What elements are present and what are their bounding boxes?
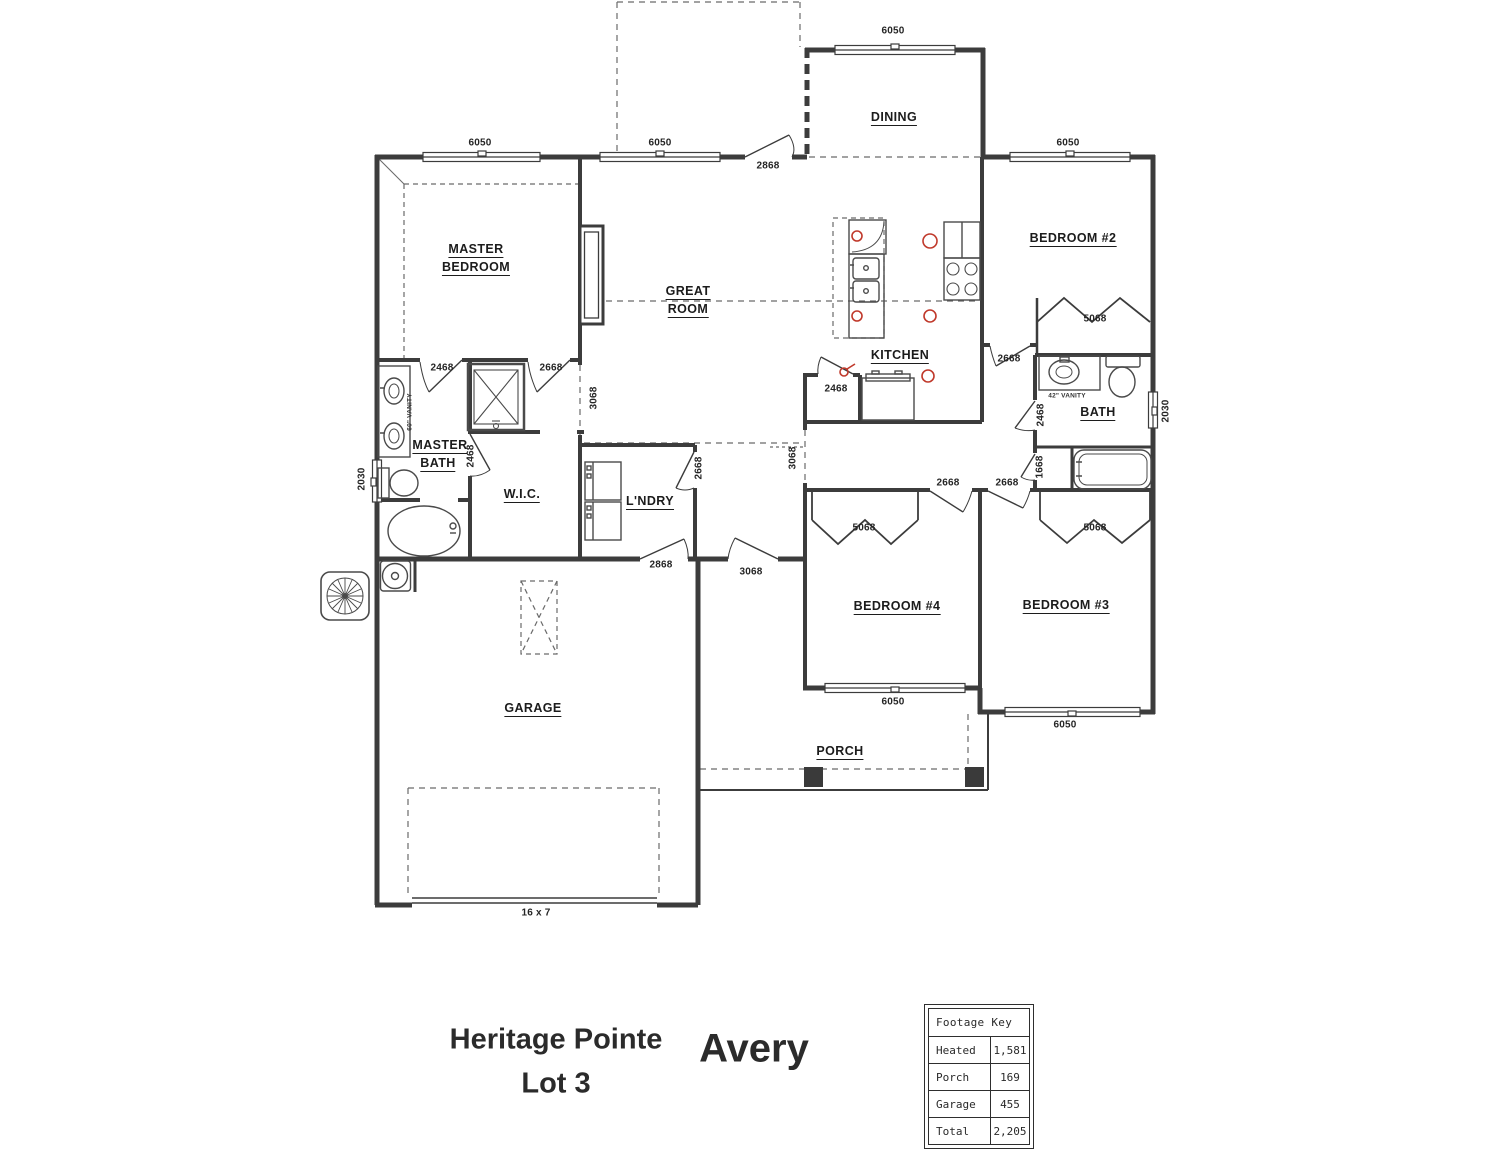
tray-ceiling-corner	[378, 158, 404, 184]
garage-door	[412, 898, 657, 903]
dim-window-bedroom2: 6050	[1056, 137, 1080, 149]
table-row	[929, 1064, 1029, 1091]
room-label-wic: W.I.C.	[503, 487, 541, 501]
vanity-60-label: 60" VANITY	[406, 393, 414, 431]
master-toilet	[378, 468, 418, 498]
dim-master-bedroom-door: 2668	[539, 362, 563, 374]
table-row	[929, 1118, 1029, 1144]
room-label-master-bedroom-2: BEDROOM	[441, 260, 511, 274]
footage-row-label: Heated	[929, 1037, 991, 1063]
hall-bath-toilet	[1106, 356, 1140, 397]
dim-window-great-room: 6050	[648, 137, 672, 149]
room-label-bath: BATH	[1080, 405, 1116, 419]
range-stove	[944, 222, 980, 300]
dim-laundry-door: 2668	[693, 456, 705, 480]
dim-bath-door: 2468	[1035, 403, 1047, 427]
room-label-porch: PORCH	[816, 744, 864, 758]
table-row	[929, 1091, 1029, 1118]
footage-row-label: Porch	[929, 1064, 991, 1090]
washer-dryer	[585, 462, 621, 540]
dim-bedroom2-door: 2668	[997, 353, 1021, 365]
footage-key-table	[924, 1004, 1034, 1149]
shower	[468, 364, 524, 430]
porch-post	[965, 767, 984, 787]
room-label-laundry: L'NDRY	[626, 494, 674, 508]
room-label-master-bedroom-1: MASTER	[448, 242, 504, 256]
footage-row-label: Garage	[929, 1091, 991, 1117]
dim-pantry-door: 2468	[824, 383, 848, 395]
porch-post	[804, 767, 823, 787]
dim-front-door: 3068	[739, 566, 763, 578]
room-label-bedroom4: BEDROOM #4	[853, 599, 941, 613]
dim-garage-entry-door: 2868	[649, 559, 673, 571]
room-label-kitchen: KITCHEN	[870, 348, 930, 362]
dim-bedroom4-closet: 5068	[852, 522, 876, 534]
room-label-master-bath-1: MASTER	[412, 438, 468, 452]
kitchen-counter	[862, 371, 914, 420]
dim-linen-door: 1668	[1034, 455, 1046, 479]
dim-window-dining: 6050	[881, 25, 905, 37]
room-label-great-room-1: GREAT	[665, 284, 711, 298]
water-heater	[381, 561, 411, 591]
media-niche	[580, 226, 603, 324]
room-label-bedroom2: BEDROOM #2	[1029, 231, 1117, 245]
dim-bedroom4-door: 2668	[936, 477, 960, 489]
vanity-42-label: 42" VANITY	[1048, 392, 1086, 400]
attic-access	[521, 581, 557, 654]
ac-condenser	[321, 572, 369, 620]
room-label-master-bath-2: BATH	[420, 456, 456, 470]
hall-bath-tub	[1074, 450, 1151, 489]
dim-back-door: 2868	[756, 160, 780, 172]
dim-window-bedroom3: 6050	[1053, 719, 1077, 731]
lot-title: Lot 3	[521, 1067, 591, 1100]
table-row	[929, 1037, 1029, 1064]
dim-master-bath-door: 2468	[430, 362, 454, 374]
footage-row-value: 1,581	[993, 1043, 1027, 1057]
footage-row-value: 2,205	[993, 1124, 1027, 1138]
garage-door-size-label: 16 x 7	[521, 907, 551, 919]
dim-bath-window: 2030	[1160, 399, 1172, 423]
dim-master-hall-opening: 3068	[588, 386, 600, 410]
master-vanity	[378, 366, 410, 457]
dim-hall-opening: 3068	[787, 446, 799, 470]
footage-row-value: 169	[1000, 1070, 1020, 1084]
dim-bedroom3-door: 2668	[995, 477, 1019, 489]
master-tub	[388, 506, 460, 556]
room-label-great-room-2: ROOM	[667, 302, 709, 316]
dim-bedroom3-closet: 5068	[1083, 522, 1107, 534]
community-title: Heritage Pointe	[449, 1023, 663, 1056]
dim-wic-door: 2468	[465, 444, 477, 468]
footage-row-value: 455	[1000, 1097, 1020, 1111]
dim-window-bedroom4: 6050	[881, 696, 905, 708]
room-label-dining: DINING	[870, 110, 918, 124]
footage-key-title: Footage Key	[929, 1009, 1029, 1037]
room-label-bedroom3: BEDROOM #3	[1022, 598, 1110, 612]
plan-name-title: Avery	[699, 1026, 809, 1071]
footage-row-label: Total	[929, 1118, 991, 1144]
dim-master-bath-window: 2030	[356, 467, 368, 491]
dim-window-master: 6050	[468, 137, 492, 149]
dim-bedroom2-closet: 5068	[1083, 313, 1107, 325]
hall-bath-vanity	[1039, 356, 1100, 390]
room-label-garage: GARAGE	[504, 701, 562, 715]
